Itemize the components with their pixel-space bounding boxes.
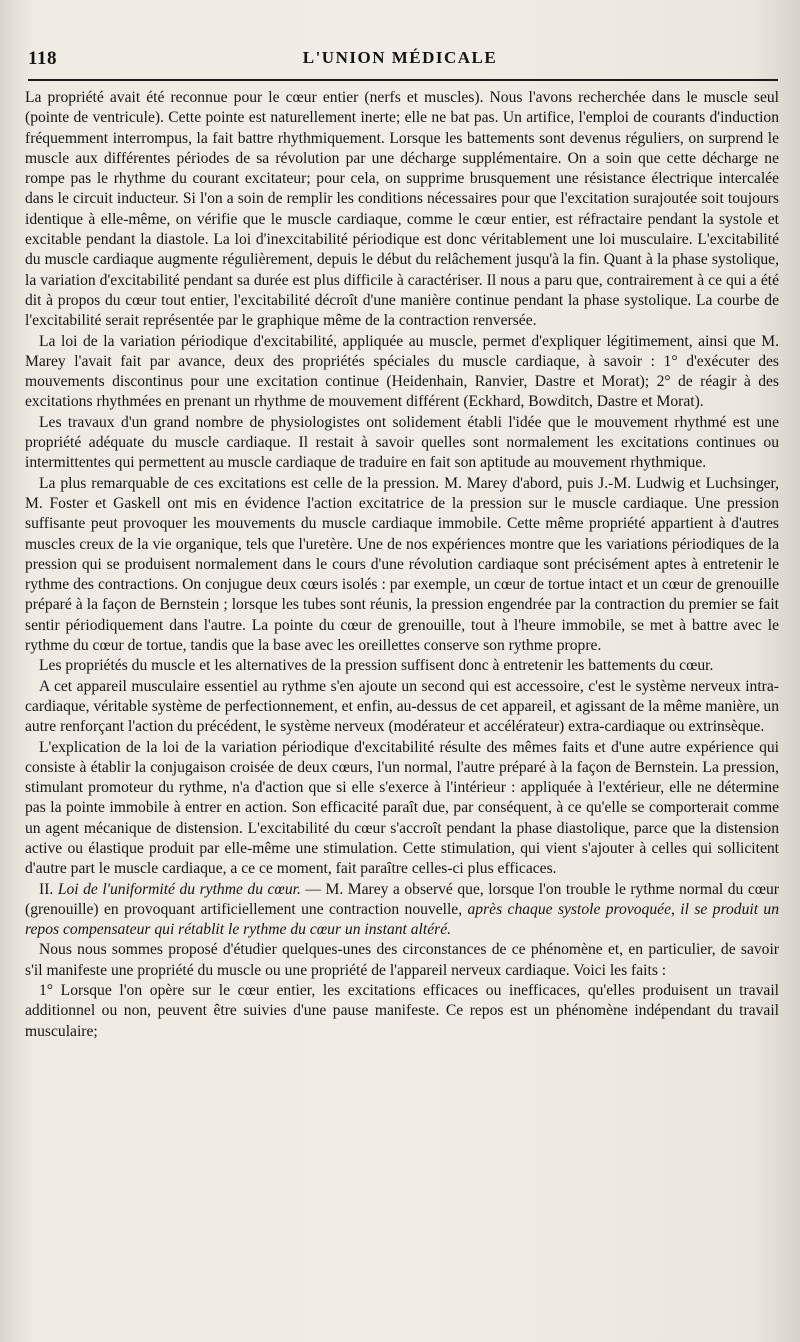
journal-title: L'UNION MÉDICALE (302, 48, 498, 67)
paragraph: L'explication de la loi de la variation périodique d'excitabilité résulte des mêmes faits et d'une autre expérience qui consiste à établir la conjugaison croisée de deux cœurs, l'un normal, l'autre préparé à la façon de Bernstein. La pression, stimulant promoteur du rythme, n'a d'action que si elle s'exerce à l'intérieur : appliquée à l'extérieur, elle ne détermine pas la pointe immobile à entrer en action. Son efficacité paraît due, par conséquent, à ce qu'elle se comporterait comme un agent mécanique de distension. L'excitabilité du cœur s'accroît pendant la phase diastolique, parce que la distension active ou élastique produit par elle-même une stimulation. Cette stimulation, qui vient s'ajouter à celles qui sollicitent d'autre part le muscle cardiaque, a ce ce moment, fait paraître celles-ci plus efficaces. (25, 738, 779, 878)
section-title: Loi de l'uniformité du rythme du cœur. (57, 880, 301, 898)
section-lead: — M. Marey a observé que, lorsque l'on trouble le rythme normal du cœur (grenouille) en provoquant artificiellement une contraction nouvelle, (25, 880, 779, 918)
paragraph: Les travaux d'un grand nombre de physiologistes ont solidement établi l'idée que le mouvement rhythmé est une propriété adéquate du muscle cardiaque. Il restait à savoir quelles sont normalement les excitations continues ou intermittentes qui permettent au muscle cardiaque de traduire en fait son aptitude au mouvement rhythmique. (25, 413, 779, 472)
page-number: 118 (28, 48, 57, 69)
paragraph: A cet appareil musculaire essentiel au rythme s'en ajoute un second qui est accessoire, c'est le système nerveux intra-cardiaque, véritable système de perfectionnement, et enfin, au-dessus de cet appareil, et agissant de la même manière, un autre renforçant l'action du précédent, le système nerveux (modérateur et accélérateur) extra-cardiaque ou extrinsèque. (25, 677, 779, 736)
page-header (24, 44, 776, 74)
paragraph: La propriété avait été reconnue pour le cœur entier (nerfs et muscles). Nous l'avons recherchée dans le muscle seul (pointe de ventricule). Cette pointe est naturellement inerte; elle ne bat pas. Un artifice, l'emploi de courants d'induction fréquemment interrompus, la fait battre rhythmiquement. Lorsque les battements sont devenus réguliers, on surprend le muscle aux différentes périodes de sa révolution par une décharge supplémentaire. On a soin que cette décharge ne rompe pas le rhythme du courant excitateur; pour cela, on supprime brusquement une résistance électrique intercalée dans le circuit inducteur. Si l'on a soin de remplir les conditions nécessaires pour que l'excitation surajoutée soit toujours identique à elle-même, on vérifie que le muscle cardiaque, comme le cœur entier, est réfractaire pendant la systole et excitable pendant la diastole. La loi d'inexcitabilité périodique est donc véritablement une loi musculaire. L'excitabilité du muscle cardiaque augmente régulièrement, depuis le début du relâchement jusqu'à la fin. Quant à la phase systolique, la variation d'excitabilité pendant sa durée est plus difficile à caractériser. Il nous a paru que, contrairement à ce qui a été dit à propos du cœur tout entier, l'excitabilité décroît d'une manière continue pendant la phase systolique. La courbe de l'excitabilité serait représentée par le graphique même de la contraction renversée. (25, 89, 779, 330)
section-paragraph (25, 880, 779, 941)
article-body (25, 88, 779, 1042)
paragraph: Les propriétés du muscle et les alternatives de la pression suffisent donc à entretenir les battements du cœur. (39, 657, 714, 675)
paragraph: La plus remarquable de ces excitations est celle de la pression. M. Marey d'abord, puis J.-M. Ludwig et Luchsinger, M. Foster et Gaskell ont mis en évidence l'action excitatrice de la pression sur le muscle cardiaque. Une pression suffisante peut provoquer les mouvements du muscle cardiaque immobile. Cette même propriété appartient à d'autres muscles creux de la vie organique, tels que l'uretère. Une de nos expériences montre que les variations périodiques de la pression qui se produisent normalement dans le cours d'une révolution cardiaque sont précisément aptes à entretenir le rythme des contractions. On conjugue deux cœurs isolés : par exemple, un cœur de tortue intact et un cœur de grenouille préparé à la façon de Bernstein ; lorsque les tubes sont réunis, la pression engendrée par la contraction du premier se fait sentir périodiquement dans l'autre. La pointe du cœur de grenouille, tout à l'heure immobile, se met à battre avec le rythme du cœur de tortue, tandis que la base avec les oreillettes conserve son rythme propre. (25, 474, 779, 655)
section-law: après chaque systole provoquée, il se produit un repos compensateur qui rétablit le rythme du cœur un instant altéré. (25, 900, 779, 939)
section-numeral: II. (39, 880, 54, 898)
paragraph: La loi de la variation périodique d'excitabilité, appliquée au muscle, permet d'expliquer légitimement, ainsi que M. Marey l'avait fait par avance, deux des propriétés spéciales du muscle cardiaque, à savoir : 1° d'exécuter des mouvements discontinus pour une excitation continue (Heidenhain, Ranvier, Dastre et Morat); 2° de réagir à des excitations rhythmées en prenant un rhythme de mouvement différent (Eckhard, Bowditch, Dastre et Morat). (25, 332, 779, 411)
list-item: 1° Lorsque l'on opère sur le cœur entier, les excitations efficaces ou inefficaces, qu'elles produisent un travail additionnel ou non, peuvent être suivies d'une pause manifeste. Ce repos est un phénomène indépendant du travail musculaire; (25, 982, 779, 1040)
header-rule (28, 79, 778, 81)
paragraph: Nous nous sommes proposé d'étudier quelques-unes des circonstances de ce phénomène et, en particulier, de savoir s'il manifeste une propriété du muscle ou une propriété de l'appareil nerveux cardiaque. Voici les faits : (25, 941, 779, 979)
